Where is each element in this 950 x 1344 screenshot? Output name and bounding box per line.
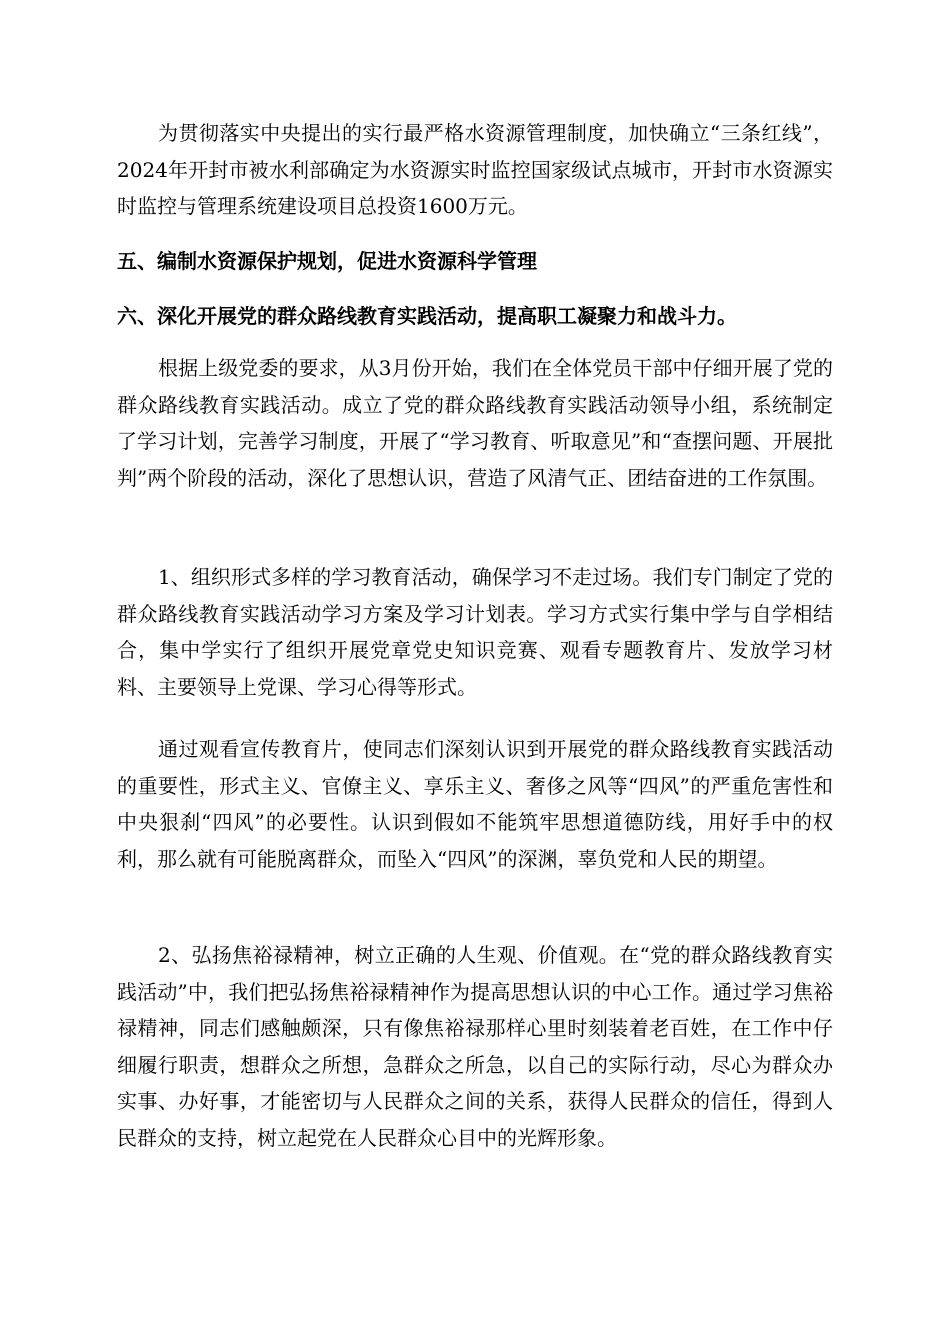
paragraph-jiao-yulu-spirit: 2、弘扬焦裕禄精神，树立正确的人生观、价值观。在“党的群众路线教育实践活动”中，我们把弘扬焦裕禄精神作为提高思想认识的中心工作。通过学习焦裕禄精神，同志们感触颇深，只有像焦裕禄那样心里时刻装着老百姓，在工作中仔细履行职责，想群众之所想，急群众之所急，以自己的实际行动，尽心为群众办实事、办好事，才能密切与人民群众之间的关系，获得人民群众的信任，得到人民群众的支持，树立起党在人民群众心目中的光辉形象。 [117,943,833,1150]
paragraph-water-monitoring: 为贯彻落实中央提出的实行最严格水资源管理制度，加快确立“三条红线”，2024年开封市被水利部确定为水资源实时监控国家级试点城市，开封市水资源实时监控与管理系统建设项目总投资1600万元。 [117,121,833,218]
paragraph-study-forms: 1、组织形式多样的学习教育活动，确保学习不走过场。我们专门制定了党的群众路线教育实践活动学习方案及学习计划表。学习方式实行集中学与自学相结合，集中学实行了组织开展党章党史知识竞赛、观看专题教育片、发放学习材料、主要领导上党课、学习心得等形式。 [117,565,833,699]
paragraph-four-winds: 通过观看宣传教育片，使同志们深刻认识到开展党的群众路线教育实践活动的重要性，形式主义、官僚主义、享乐主义、奢侈之风等“四风”的严重危害性和中央狠刹“四风”的必要性。认识到假如不能筑牢思想道德防线，用好手中的权利，那么就有可能脱离群众，而坠入“四风”的深渊，辜负党和人民的期望。 [117,737,833,871]
paragraph-mass-line-activity: 根据上级党委的要求，从3月份开始，我们在全体党员干部中仔细开展了党的群众路线教育实践活动。成立了党的群众路线教育实践活动领导小组，系统制定了学习计划，完善学习制度，开展了“学习教育、听取意见”和“查摆问题、开展批判”两个阶段的活动，深化了思想认识，营造了风清气正、团结奋进的工作氛围。 [117,356,833,490]
heading-section-5: 五、编制水资源保护规划，促进水资源科学管理 [117,249,537,273]
heading-section-6: 六、深化开展党的群众路线教育实践活动，提高职工凝聚力和战斗力。 [117,304,737,328]
